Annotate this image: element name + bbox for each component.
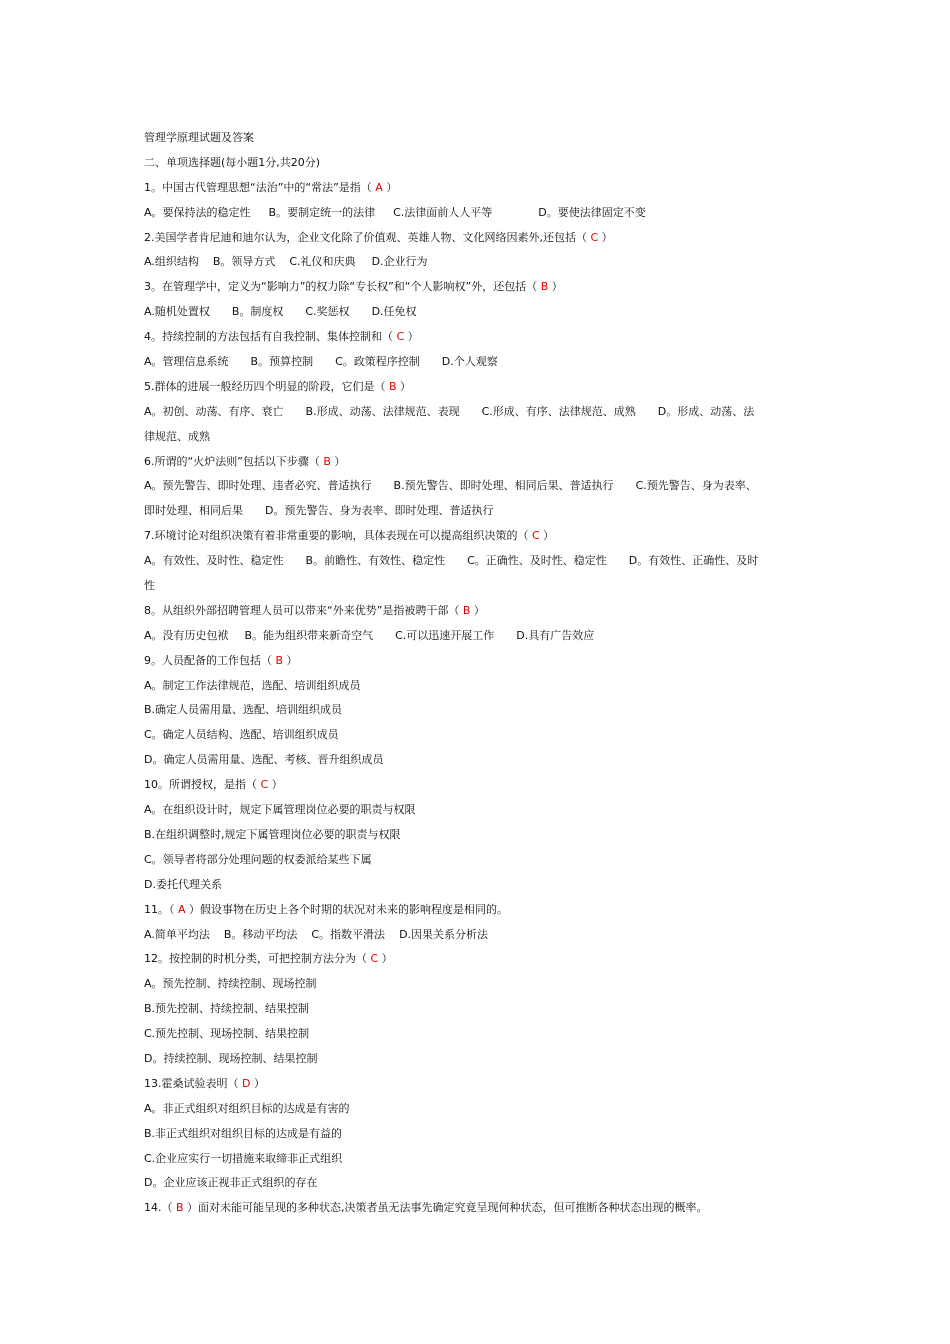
question-2: 2.美国学者肯尼迪和迪尔认为，企业文化除了价值观、英雄人物、文化网络因素外,还包括（ C ） [144, 230, 613, 244]
options-5-line-2: 律规范、成熟 [144, 429, 210, 443]
option-13-c: C.企业应实行一切措施来取缔非正式组织 [144, 1151, 343, 1165]
question-12: 12。按控制的时机分类，可把控制方法分为（ C ） [144, 952, 393, 966]
option-9-c: C。确定人员结构、选配、培训组织成员 [144, 728, 339, 742]
question-11: 11。（ A ）假设事物在历史上各个时期的状况对未来的影响程度是相同的。 [144, 902, 509, 916]
options-3: A.随机处置权 B。制度权 C.奖惩权 D.任免权 [144, 305, 417, 319]
option-12-b: B.预先控制、持续控制、结果控制 [144, 1002, 310, 1016]
option-10-d: D.委托代理关系 [144, 877, 222, 891]
options-2: A.组织结构 B。领导方式 C.礼仪和庆典 D.企业行为 [144, 255, 428, 269]
option-10-b: B.在组织调整时,规定下属管理岗位必要的职责与权限 [144, 827, 401, 841]
option-10-a: A。在组织设计时，规定下属管理岗位必要的职责与权限 [144, 803, 416, 817]
question-7: 7.环境讨论对组织决策有着非常重要的影响，具体表现在可以提高组织决策的（ C ） [144, 529, 555, 543]
options-7-line-1: A。有效性、及时性、稳定性 B。前瞻性、有效性、稳定性 C。正确性、及时性、稳定性 D。有效性、正确性、及时 [144, 554, 759, 568]
question-4: 4。持续控制的方法包括有自我控制、集体控制和（ C ） [144, 330, 419, 344]
question-5: 5.群体的进展一般经历四个明显的阶段，它们是（ B ） [144, 379, 412, 393]
option-13-d: D。企业应该正视非正式组织的存在 [144, 1176, 318, 1190]
options-6-line-2: 即时处理、相同后果 D。预先警告、身为表率、即时处理、普适执行 [144, 504, 494, 518]
option-9-a: A。制定工作法律规范，选配、培训组织成员 [144, 678, 361, 692]
options-1: A。要保持法的稳定性 B。要制定统一的法律 C.法律面前人人平等 D。要使法律固定不变 [144, 205, 646, 219]
option-9-b: B.确定人员需用量、选配、培训组织成员 [144, 703, 343, 717]
document-title: 管理学原理试题及答案 [144, 131, 254, 144]
answer-14: B [176, 1201, 184, 1215]
answer-11: A [178, 902, 186, 916]
options-7-line-2: 性 [144, 579, 155, 593]
options-8: A。没有历史包袱 B。能为组织带来新奇空气 C.可以迅速开展工作 D.具有广告效应 [144, 628, 595, 642]
answer-2: C [590, 230, 599, 244]
answer-13: D [242, 1076, 251, 1090]
options-5-line-1: A。初创、动荡、有序、衰亡 B.形成、动荡、法律规范、表现 C.形成、有序、法律规范、成熟 D。形成、动荡、法 [144, 404, 755, 418]
answer-4: C [396, 330, 405, 344]
answer-3: B [540, 280, 549, 294]
question-6: 6.所谓的“火炉法则”包括以下步骤（ B ） [144, 454, 346, 468]
answer-12: C [370, 952, 379, 966]
answer-7: C [532, 529, 540, 543]
answer-1: A [375, 180, 383, 194]
question-13: 13.霍桑试验表明（ D ） [144, 1076, 265, 1090]
question-1: 1。中国古代管理思想“法治”中的“常法”是指（ A ） [144, 180, 398, 194]
option-13-a: A。非正式组织对组织目标的达成是有害的 [144, 1101, 350, 1115]
option-9-d: D。确定人员需用量、选配、考核、晋升组织成员 [144, 753, 384, 767]
question-3: 3。在管理学中，定义为“影响力”的权力除“专长权”和“个人影响权”外，还包括（ B ） [144, 280, 563, 294]
options-6-line-1: A。预先警告、即时处理、违者必究、普适执行 B.预先警告、即时处理、相同后果、普适执行 C.预先警告、身为表率、 [144, 479, 757, 493]
option-12-a: A。预先控制、持续控制、现场控制 [144, 977, 317, 991]
answer-8: B [462, 603, 471, 617]
answer-10: C [260, 778, 269, 792]
question-10: 10。所谓授权，是指（ C ） [144, 778, 283, 792]
option-12-d: D。持续控制、现场控制、结果控制 [144, 1051, 318, 1065]
option-12-c: C.预先控制、现场控制、结果控制 [144, 1027, 310, 1041]
question-14: 14.（ B ）面对未能可能呈现的多种状态,决策者虽无法事先确定究竟呈现何种状态，但可推断各种状态出现的概率。 [144, 1201, 708, 1215]
question-8: 8。从组织外部招聘管理人员可以带来“外来优势”是指被聘干部（ B ） [144, 603, 485, 617]
answer-6: B [323, 454, 331, 468]
options-4: A。管理信息系统 B。预算控制 C。政策程序控制 D.个人观察 [144, 355, 498, 369]
answer-9: B [275, 653, 284, 667]
question-9: 9。人员配备的工作包括（ B ） [144, 653, 298, 667]
section-heading: 二、单项选择题(每小题1分,共20分) [144, 155, 321, 169]
document-content [144, 126, 824, 1221]
options-11: A.简单平均法 B。移动平均法 C。指数平滑法 D.因果关系分析法 [144, 927, 489, 941]
option-10-c: C。领导者将部分处理问题的权委派给某些下属 [144, 852, 372, 866]
option-13-b: B.非正式组织对组织目标的达成是有益的 [144, 1126, 343, 1140]
answer-5: B [389, 379, 397, 393]
